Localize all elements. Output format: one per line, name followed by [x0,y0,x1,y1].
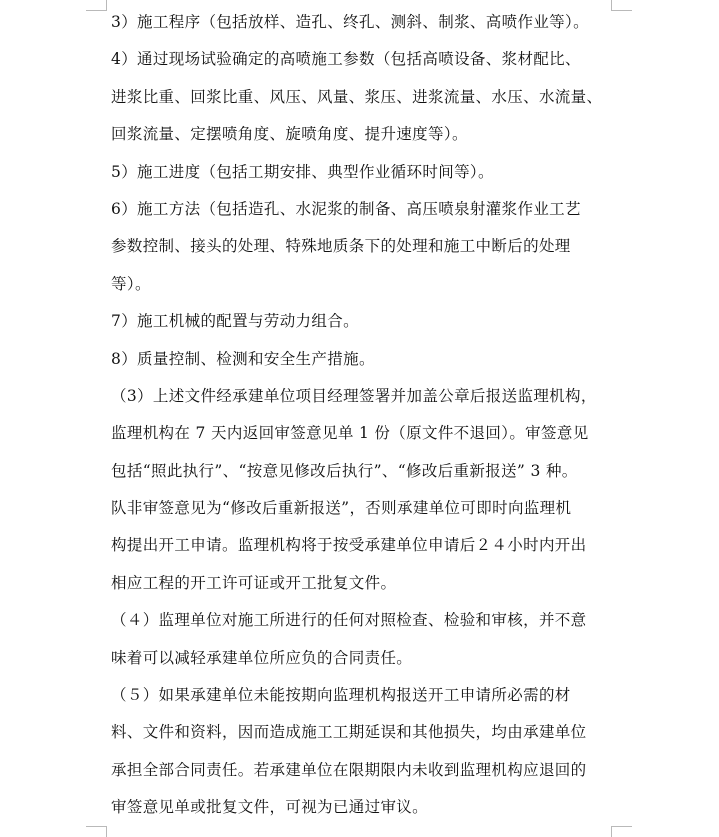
text-line: 8）质量控制、检测和安全生产措施。 [111,349,375,368]
text-line: 队非审签意见为“修改后重新报送”，否则承建单位可即时向监理机 [111,499,572,518]
text-line: 参数控制、接头的处理、特殊地质条下的处理和施工中断后的处理 [111,237,571,256]
text-line: 审签意见单或批复文件，可视为已通过审议。 [111,798,429,817]
text-line: 包括“照此执行”、“按意见修改后执行”、“修改后重新报送” 3 种。 [111,461,578,480]
crop-mark-bottom-right [611,826,632,837]
text-line: （５）如果承建单位未能按期向监理机构报送开工申请所必需的材 [111,686,571,705]
text-line: 5）施工进度（包括工期安排、典型作业循环时间等）。 [111,162,494,181]
crop-mark-top-right [611,0,632,11]
text-line: 7）施工机械的配置与劳动力组合。 [111,312,359,331]
text-line: 等）。 [111,274,151,293]
text-line: 回浆流量、定摆喷角度、旋喷角度、提升速度等）。 [111,125,468,144]
text-line: 料、文件和资料，因而造成施工工期延误和其他损失，均由承建单位 [111,723,587,742]
text-line: 监理机构在 7 天内返回审签意见单 1 份（原文件不退回）。审签意见 [111,424,589,443]
text-line: 4）通过现场试验确定的高喷施工参数（包括高喷设备、浆材配比、 [111,50,581,69]
text-line: 6）施工方法（包括造孔、水泥浆的制备、高压喷泉射灌浆作业工艺 [111,199,581,218]
text-line: 相应工程的开工许可证或开工批复文件。 [111,573,397,592]
text-line: 承担全部合同责任。若承建单位在限期限内未收到监理机构应退回的 [111,760,587,779]
text-line: 3）施工程序（包括放样、造孔、终孔、测斜、制浆、高喷作业等）。 [111,13,589,31]
text-line: 进浆比重、回浆比重、风压、风量、浆压、进浆流量、水压、水流量、 [111,87,603,106]
text-line: 构提出开工申请。监理机构将于按受承建单位申请后２４小时内开出 [111,536,587,555]
document-body [111,4,611,827]
crop-mark-bottom-left [86,826,107,837]
text-line: （3）上述文件经承建单位项目经理签署并加盖公章后报送监理机构， [111,386,597,405]
text-line: 味着可以减轻承建单位所应负的合同责任。 [111,648,413,667]
text-line: （４）监理单位对施工所进行的任何对照检查、检验和审核，并不意 [111,611,587,630]
crop-mark-top-left [86,0,107,11]
